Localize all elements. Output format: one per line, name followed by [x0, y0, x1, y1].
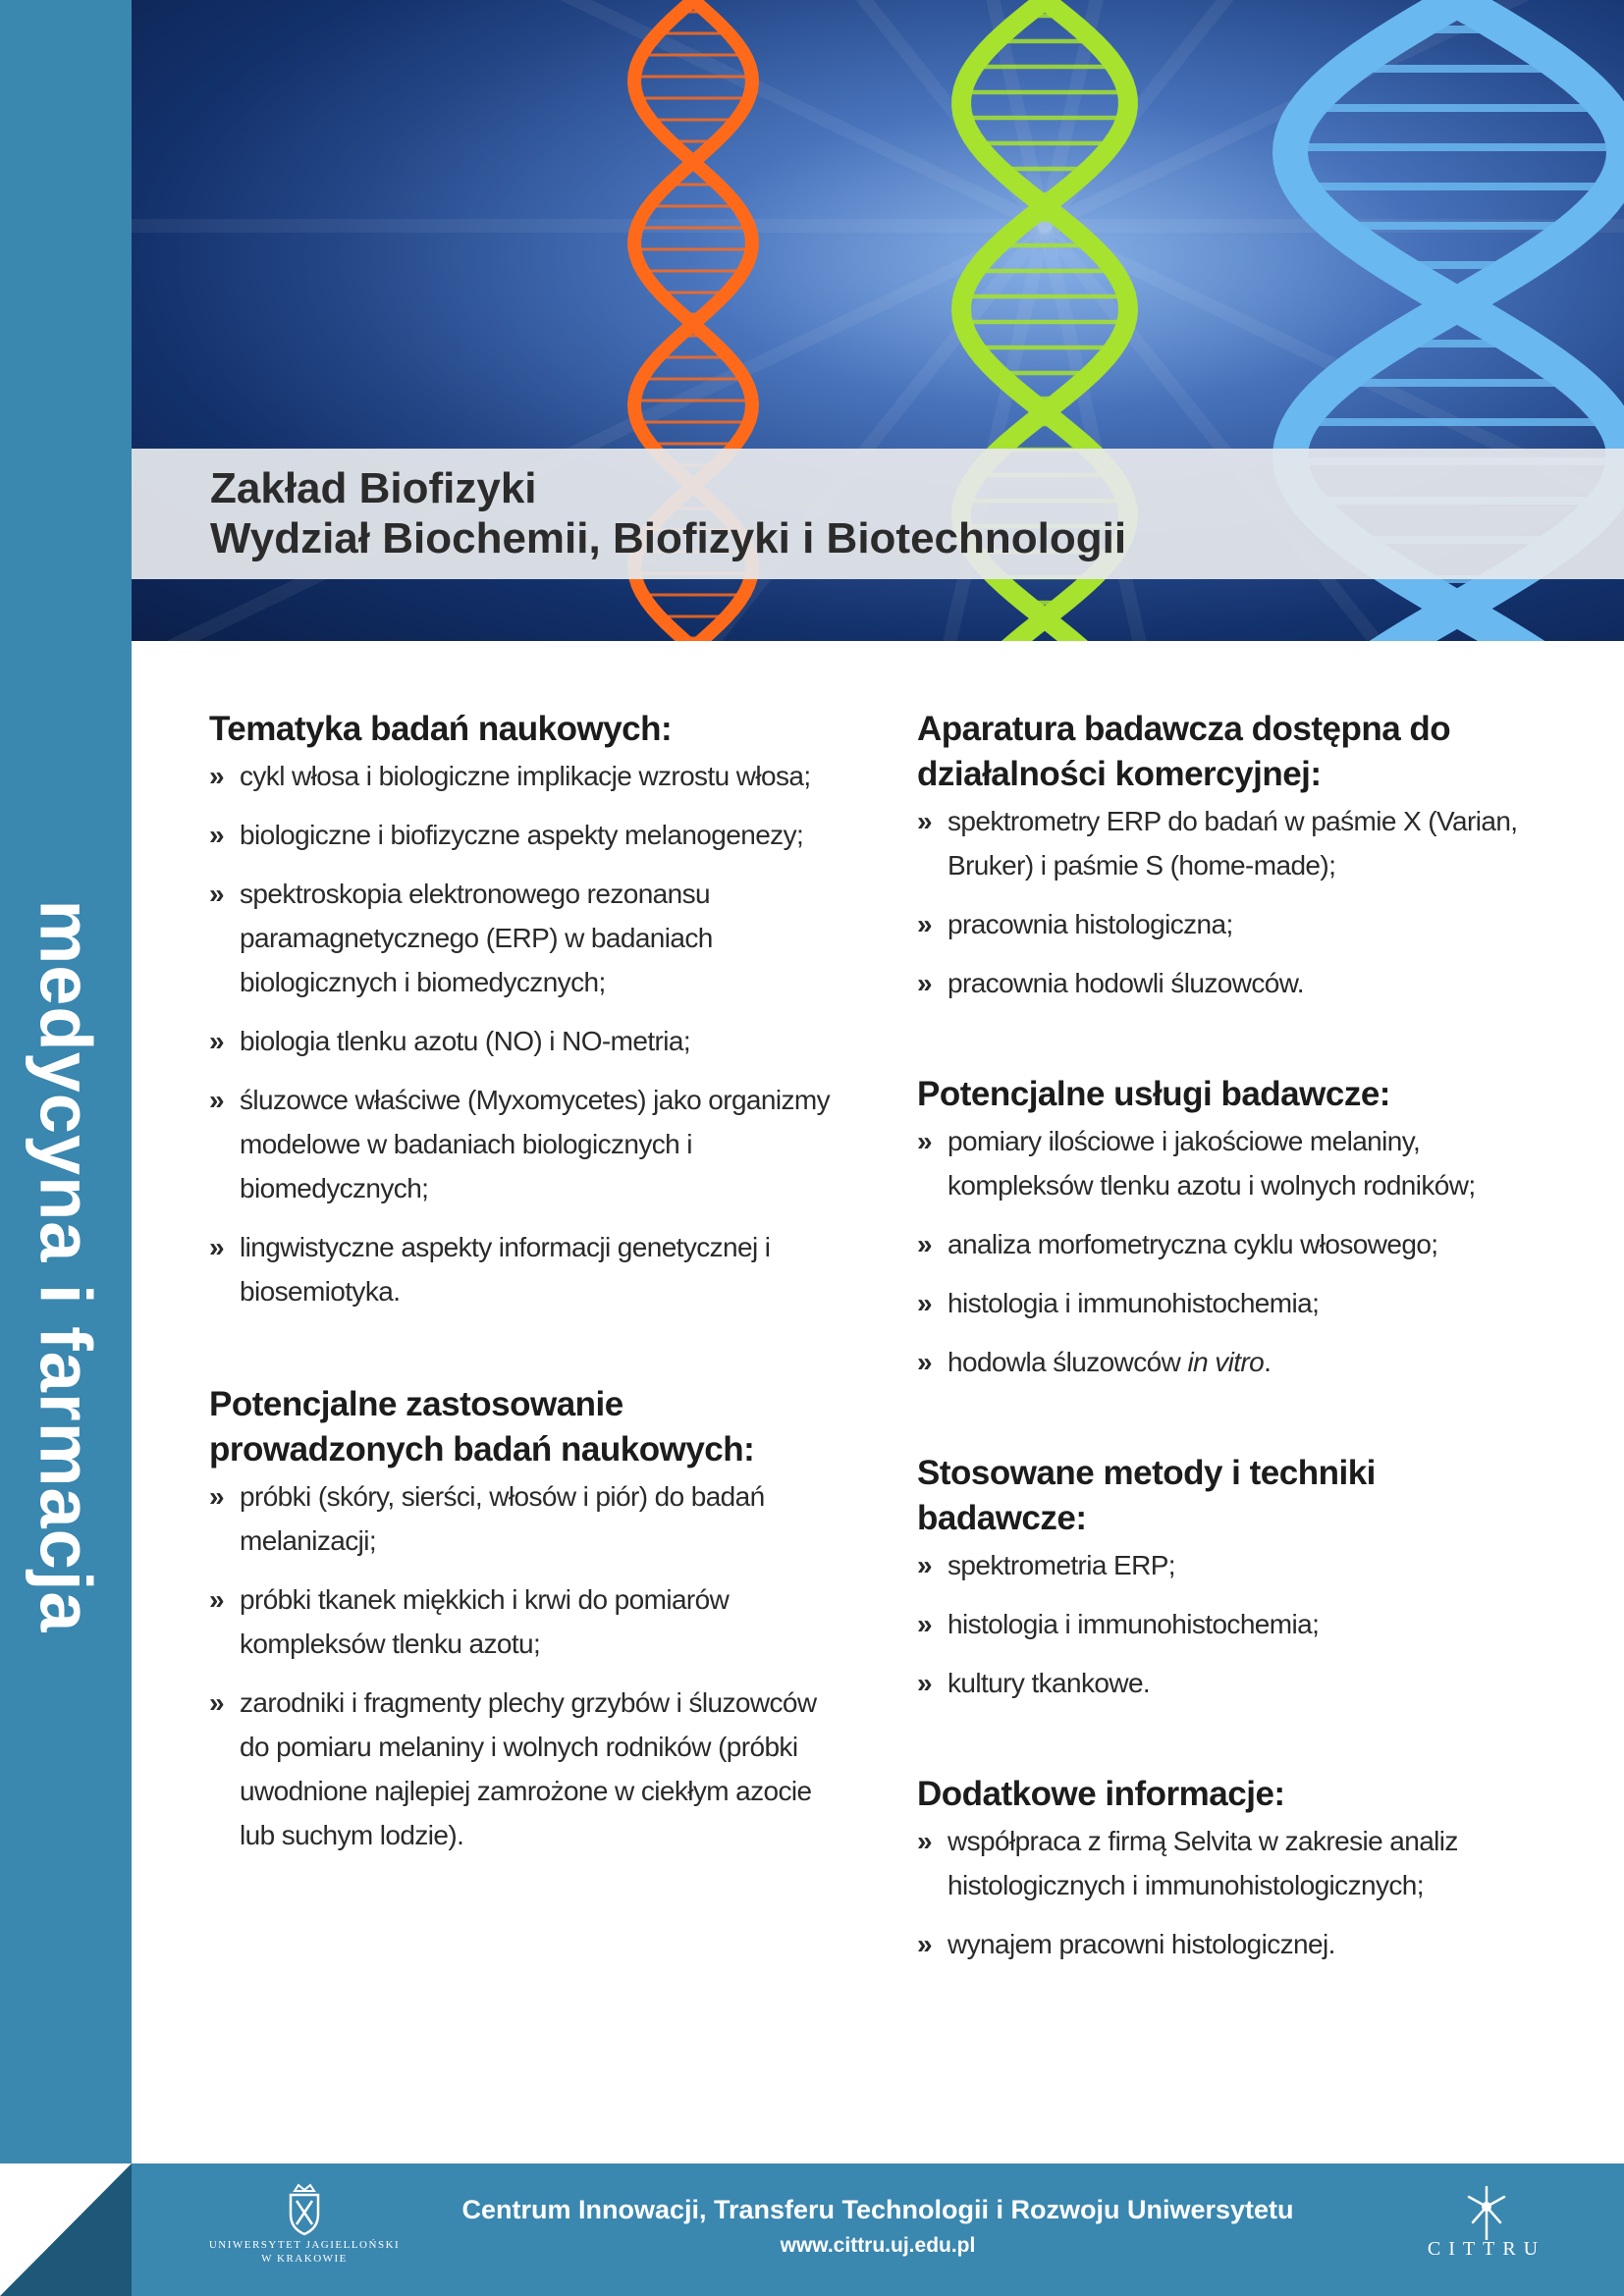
- right-column: [917, 707, 1545, 1981]
- cittru-star-icon: [1457, 2185, 1516, 2240]
- list-item: » śluzowce właściwe (Myxomycetes) jako organizmy modelowe w badaniach biologicznych i biomedycznych;: [209, 1078, 838, 1210]
- title-band: [132, 449, 1624, 579]
- list-item: » wynajem pracowni histologicznej.: [917, 1922, 1545, 1966]
- section-heading: Tematyka badań naukowych:: [209, 710, 673, 748]
- section-heading: Potencjalne zastosowanie prowadzonych badań naukowych:: [209, 1385, 755, 1468]
- side-label: medycyna i farmacja: [25, 899, 107, 1633]
- bullet-list: [917, 799, 1545, 1005]
- section-services: [917, 1072, 1545, 1384]
- list-item: » spektroskopia elektronowego rezonansu paramagnetycznego (ERP) w badaniach biologicznych i biomedycznych;: [209, 872, 838, 1004]
- uj-name-line1: UNIWERSYTET JAGIELLOŃSKI: [208, 2239, 401, 2251]
- section-heading: Aparatura badawcza dostępna do działalności komercyjnej:: [917, 710, 1451, 793]
- section-heading: Dodatkowe informacje:: [917, 1775, 1285, 1813]
- side-band-corner: [0, 2163, 132, 2296]
- footer: [132, 2163, 1624, 2296]
- left-column: [209, 707, 838, 1872]
- section-heading: Potencjalne usługi badawcze:: [917, 1075, 1390, 1113]
- list-item: » pomiary ilościowe i jakościowe melaniny, kompleksów tlenku azotu i wolnych rodników;: [917, 1119, 1545, 1207]
- section-research-topics: [209, 707, 838, 1313]
- cittru-wordmark: CITTRU: [1427, 2238, 1546, 2260]
- list-item: » próbki tkanek miękkich i krwi do pomiarów kompleksów tlenku azotu;: [209, 1577, 838, 1666]
- list-item: » spektrometry ERP do badań w paśmie X (Varian, Bruker) i paśmie S (home-made);: [917, 799, 1545, 887]
- list-item: [917, 1340, 1545, 1384]
- faculty-name: Wydział Biochemii, Biofizyki i Biotechnologii: [210, 514, 1127, 562]
- section-applications: [209, 1382, 838, 1857]
- list-item: » kultury tkankowe.: [917, 1661, 1545, 1705]
- list-item-text: hodowla śluzowców: [947, 1347, 1188, 1377]
- list-item: » spektrometria ERP;: [917, 1543, 1545, 1587]
- uj-name-line2: W KRAKOWIE: [261, 2253, 348, 2265]
- list-item: » zarodniki i fragmenty plechy grzybów i śluzowców do pomiaru melaniny i wolnych rodników (próbki uwodnione najlepiej zamrożone w ciekłym azocie lub suchym lodzie).: [209, 1681, 838, 1857]
- list-item: » biologia tlenku azotu (NO) i NO-metria;: [209, 1019, 838, 1063]
- list-item: » pracownia histologiczna;: [917, 902, 1545, 946]
- section-equipment: [917, 707, 1545, 1005]
- bullet-list: [209, 1474, 838, 1857]
- bullet-list: [917, 1819, 1545, 1966]
- list-item: » pracownia hodowli śluzowców.: [917, 961, 1545, 1005]
- list-item: » histologia i immunohistochemia;: [917, 1281, 1545, 1325]
- list-item: » analiza morfometryczna cyklu włosowego;: [917, 1222, 1545, 1266]
- bullet-list: [917, 1119, 1545, 1384]
- list-item: » biologiczne i biofizyczne aspekty melanogenezy;: [209, 813, 838, 857]
- bullet-list: [917, 1543, 1545, 1705]
- cittru-logo: [1408, 2185, 1565, 2273]
- list-item: » współpraca z firmą Selvita w zakresie analiz histologicznych i immunohistologicznych;: [917, 1819, 1545, 1907]
- unit-name: Zakład Biofizyki: [210, 464, 537, 512]
- bullet-list: [209, 754, 838, 1313]
- footer-url[interactable]: www.cittru.uj.edu.pl: [780, 2234, 976, 2257]
- section-methods: [917, 1451, 1545, 1705]
- list-item: » histologia i immunohistochemia;: [917, 1602, 1545, 1646]
- section-additional-info: [917, 1772, 1545, 1966]
- side-band: [0, 0, 132, 2296]
- list-item-italic: in vitro: [1187, 1347, 1265, 1377]
- list-item: » próbki (skóry, sierści, włosów i piór) do badań melanizacji;: [209, 1474, 838, 1563]
- section-heading: Stosowane metody i techniki badawcze:: [917, 1454, 1376, 1537]
- footer-title: Centrum Innowacji, Transferu Technologii i Rozwoju Uniwersytetu: [461, 2195, 1294, 2224]
- list-item: » lingwistyczne aspekty informacji genetycznej i biosemiotyka.: [209, 1225, 838, 1313]
- list-item-suffix: .: [1264, 1347, 1272, 1377]
- list-item: » cykl włosa i biologiczne implikacje wzrostu włosa;: [209, 754, 838, 798]
